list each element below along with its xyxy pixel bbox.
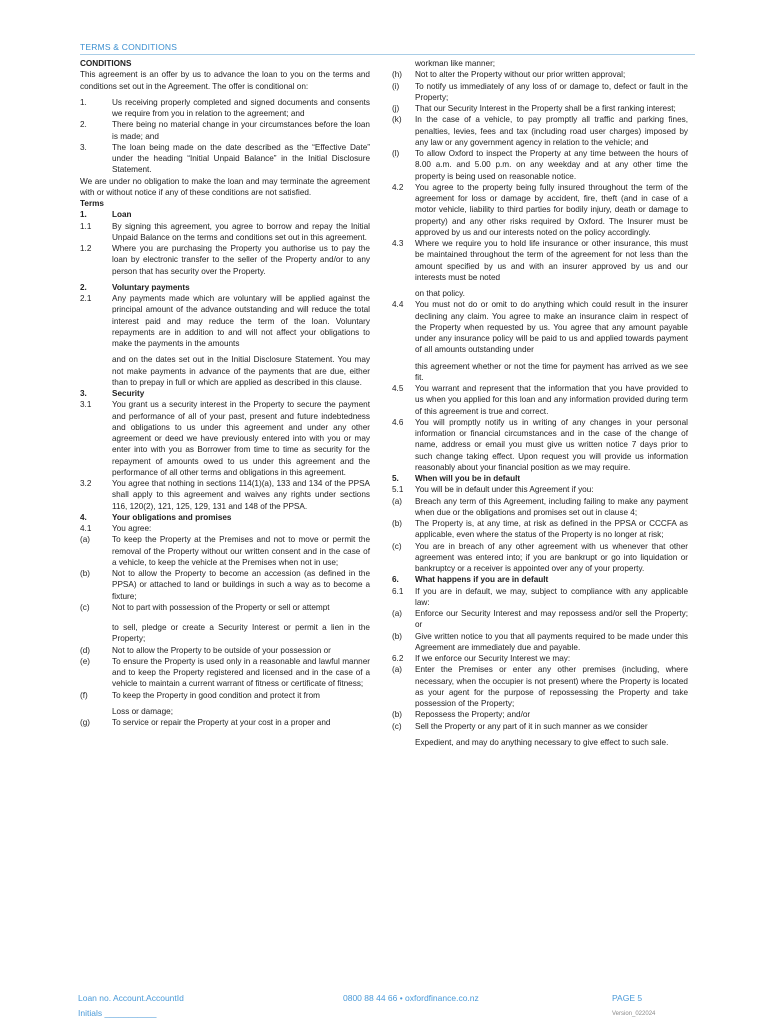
section-heading-obligations: 4. Your obligations and promises <box>80 512 232 522</box>
clause-5-1: 5.1 You will be in default under this Agreement if you: <box>392 485 594 495</box>
clause-6-2: 6.2 If we enforce our Security Interest we may: <box>392 654 571 663</box>
list-item: (c) Not to part with possession of the Property or sell or attempt <box>80 602 330 612</box>
list-item: (k) In the case of a vehicle, to pay promptly all traffic and parking fines, penalties, levies, fees and tax (including road user charges) imposed by any law or any government agency in relation to the vehicle; and <box>392 115 688 147</box>
list-item: (c) You are in breach of any other agreement with us whenever that other agreement was entered into; if you are bankrupt or go into liquidation or bankruptcy or a receiver is appointed over any of your property. <box>392 541 688 573</box>
clause-4-1: 4.1 You agree: <box>80 524 152 533</box>
footer-contact: 0800 88 44 66 • oxfordfinance.co.nz <box>343 993 479 1003</box>
section-heading-default: 5. When will you be in default <box>392 474 521 483</box>
list-item: (b) Give written notice to you that all payments required to be made under this Agreement are immediately due and payable. <box>392 631 688 652</box>
clause-4-2: 4.2 You agree to the property being fully insured throughout the term of the agreement for loss or damage by accident, fire, theft (and in case of a motor vehicle, liability to third parties for bodily injury, death or damage to property) and any other risks required by Oxford. The Insurer must be approved by us and our interests noted on the policy accordingly. <box>392 182 688 237</box>
terms-heading: Terms <box>80 199 104 208</box>
section-heading-what-happens: 6. What happens if you are in default <box>392 575 549 585</box>
list-item: (a) To keep the Property at the Premises and not to move or permit the removal of the Property without our written consent and in the case of a vehicle, to keep the vehicle at the Premises when not in use; <box>80 535 370 567</box>
clause-4-6: 4.6 You will promptly notify us in writing of any changes in your personal information or financial circumstances and in the case of the change of name, address or email you must give us written notice 7 days prior to such change taking effect. Upon request you will provide us information reasonably about your financial position as we may require. <box>392 417 688 472</box>
section-heading-loan: 1. Loan <box>80 210 132 220</box>
footer-initials: Initials ___________ <box>78 1008 157 1018</box>
list-item: (c) Sell the Property or any part of it in such manner as we consider <box>392 721 648 731</box>
clause-4-4: 4.4 You must not do or omit to do anything which could result in the insurer declining any claim. You agree to make an insurance claim in respect of the Property when requested by us. You agree that any amount payable under any insurance policy will be paid to us and applied towards payment of all amounts outstanding under <box>392 300 688 355</box>
footer-loan-number: Loan no. Account.AccountId <box>78 993 184 1003</box>
section-heading-voluntary: 2. Voluntary payments <box>80 282 190 292</box>
clause-4-5: 4.5 You warrant and represent that the information that you have provided to us when you applied for this loan and any information provided during term of this agreement is true and correct. <box>392 384 688 416</box>
list-item-cont: Expedient, and may do anything necessary to give effect to such sale. <box>415 737 669 747</box>
clause-4-3-cont: on that policy. <box>415 289 465 298</box>
list-item: (b) Not to allow the Property to become an accession (as defined in the PPSA) or attached to land or buildings in such a way as to become a fixture; <box>80 569 370 601</box>
conditions-intro: This agreement is an offer by us to advance the loan to you on the terms and conditions set out in the Agreement. The offer is conditional on: <box>80 70 370 91</box>
condition-item: 2. There being no material change in your circumstances before the loan is made; and <box>80 120 370 141</box>
list-item: (f) To keep the Property in good condition and protect it from <box>80 690 320 700</box>
clause-1-2: 1.2 Where you are purchasing the Property you authorise us to pay the loan by electronic transfer to the seller of the Property and/or to any person that has security over the Property. <box>80 244 370 276</box>
section-heading-security: 3. Security <box>80 389 145 398</box>
list-item-cont: Loss or damage; <box>112 706 173 716</box>
list-item: (a) Breach any term of this Agreement, including failing to make any payment when due or the obligations and promises set out in clause 4; <box>392 496 688 517</box>
list-item: (j) That our Security Interest in the Property shall be a first ranking interest; <box>392 104 676 113</box>
header-title: TERMS & CONDITIONS <box>80 42 178 52</box>
conditions-heading: CONDITIONS <box>80 59 132 68</box>
condition-item: 1. Us receiving properly completed and signed documents and consents we require from you in relation to the agreement; and <box>80 97 370 118</box>
left-column <box>80 58 370 728</box>
clause-4-4-cont: this agreement whether or not the time for payment has arrived as we see fit. <box>415 361 688 382</box>
clause-1-1: 1.1 By signing this agreement, you agree to borrow and repay the Initial Unpaid Balance on the terms and conditions set out in this agreement. <box>80 221 370 242</box>
list-item-cont: workman like manner; <box>415 59 496 68</box>
list-item: (a) Enforce our Security Interest and may repossess and/or sell the Property; or <box>392 609 688 630</box>
list-item: (b) Repossess the Property; and/or <box>392 710 531 720</box>
version-label: Version_022024 <box>612 1011 656 1017</box>
list-item: (l) To allow Oxford to inspect the Property at any time between the hours of 8.00 a.m. and 5.00 p.m. on any weekday and at any other time the property is being used on reasonable notice. <box>392 149 688 181</box>
condition-item: 3. The loan being made on the date described as the “Effective Date” under the heading “Initial Unpaid Balance” in the Initial Disclosure Statement. <box>80 142 370 175</box>
right-column <box>392 58 688 748</box>
list-item: (a) Enter the Premises or enter any other premises (including, where necessary, when the occupier is not present) where the Property is located as your agent for the purpose of repossessing the Property and take possession of the Property; <box>392 665 688 708</box>
clause-4-3: 4.3 Where we require you to hold life insurance or other insurance, this must be maintained throughout the term of the agreement for not less than the amount specified by us and with an insurer approved by us and our interests must be noted <box>392 239 688 282</box>
list-item: (d) Not to allow the Property to be outside of your possession or <box>80 645 331 655</box>
list-item: (h) Not to alter the Property without our prior written approval; <box>392 70 626 80</box>
clause-3-2: 3.2 You agree that nothing in sections 114(1)(a), 133 and 134 of the PPSA shall apply to this agreement and waives any rights under sections 116, 120(2), 121, 125, 129, 131 and 148 of the PPSA. <box>80 479 370 511</box>
clause-6-1: 6.1 If you are in default, we may, subject to compliance with any applicable law: <box>392 586 688 607</box>
list-item: (i) To notify us immediately of any loss of or damage to, defect or fault in the Property; <box>392 81 688 102</box>
clause-2-1-cont: and on the dates set out in the Initial Disclosure Statement. You may not make payments in advance of the payments that are due, either than to prepay in full or which are applied as described in this clause. <box>112 355 370 387</box>
page-header <box>80 42 695 55</box>
no-obligation-text: We are under no obligation to make the loan and may terminate the agreement with or without notice if any of these conditions are not satisfied. <box>80 176 370 197</box>
list-item: (e) To ensure the Property is used only in a reasonable and lawful manner and to keep the Property registered and licensed and in the case of a vehicle to maintain a current warrant of fitness or certificate of fitness; <box>80 656 370 689</box>
list-item: (g) To service or repair the Property at your cost in a proper and <box>80 718 331 727</box>
clause-3-1: 3.1 You grant us a security interest in the Property to secure the payment and performance of all of your past, present and future indebtedness and obligations to us under this agreement and under any other agreement or deed we have previously entered into with you or may enter into with you as Borrower from time to time as security for the repayment of amounts owed to us under this agreement and the performance of all other terms and obligations in this agreement. <box>80 400 370 477</box>
list-item: (b) The Property is, at any time, at risk as defined in the PPSA or CCCFA as applicable, even where the status of the Property is no longer at risk; <box>392 519 688 540</box>
page-number: PAGE 5 <box>612 993 643 1003</box>
clause-2-1: 2.1 Any payments made which are voluntary will be applied against the principal amount of the advance outstanding and will reduce the total interest paid and may reduce the term of the loan. Voluntary repayments are in addition to and will not affect your obligations to make the payments in the amounts <box>80 294 370 348</box>
list-item-cont: to sell, pledge or create a Security Interest or permit a lien in the Property; <box>112 623 370 644</box>
